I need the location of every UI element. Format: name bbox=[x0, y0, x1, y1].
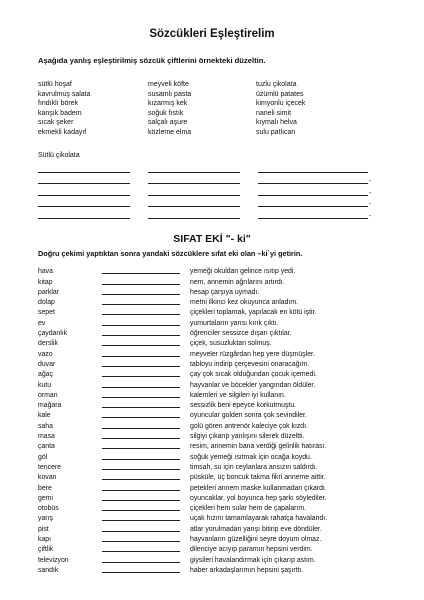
exercise-word: göl bbox=[38, 453, 48, 461]
exercise-blank[interactable] bbox=[102, 417, 180, 418]
exercise-word: dolap bbox=[38, 299, 55, 307]
exercise-blank[interactable] bbox=[102, 438, 180, 439]
exercise-word: kale bbox=[38, 412, 51, 420]
exercise-word: çanta bbox=[38, 443, 55, 451]
grid-row bbox=[38, 99, 398, 109]
section-title: SIFAT EKİ "- ki" bbox=[173, 233, 251, 245]
line-dash: - bbox=[369, 201, 372, 208]
exercise-row bbox=[38, 451, 408, 461]
exercise-blank[interactable] bbox=[102, 520, 180, 521]
grid-word: meyveli köfte bbox=[148, 81, 189, 88]
exercise-blank[interactable] bbox=[102, 345, 180, 346]
exercise-word: sandık bbox=[38, 566, 59, 574]
exercise-sentence: yemeği okuldan gelince ısıtıp yedi. bbox=[190, 268, 296, 276]
exercise-blank[interactable] bbox=[102, 510, 180, 511]
exercise-word: bere bbox=[38, 484, 52, 492]
exercise-word: gemi bbox=[38, 494, 53, 502]
exercise-row bbox=[38, 420, 408, 430]
exercise-sentence: çiçekleri hem sular hem de çapalarım. bbox=[190, 505, 307, 513]
answer-blank[interactable] bbox=[148, 195, 240, 196]
exercise-blank[interactable] bbox=[102, 387, 180, 388]
exercise-row bbox=[38, 441, 408, 451]
exercise-sentence: püsküle, üç boncuk takma fikri anneme aittir. bbox=[190, 474, 326, 482]
answer-lines bbox=[38, 162, 398, 220]
exercise-word: televizyon bbox=[38, 556, 69, 564]
exercise-word: kovan bbox=[38, 474, 57, 482]
grid-word: kanşık badem bbox=[38, 109, 82, 117]
grid-word: salçalı aşure bbox=[148, 119, 188, 127]
exercise-sentence: dilenciye acıyıp paramın hepsini verdim. bbox=[190, 546, 313, 554]
exercise-row bbox=[38, 482, 408, 492]
exercise-row bbox=[38, 287, 408, 297]
answer-blank[interactable] bbox=[258, 218, 368, 219]
exercise-sentence: meyveler rüzgârdan hep yere düşmüşler. bbox=[190, 350, 315, 358]
exercise-row bbox=[38, 523, 408, 533]
grid-word: kavrulmuş salata bbox=[38, 90, 91, 98]
exercise-row bbox=[38, 297, 408, 307]
exercise-word: kapı bbox=[38, 536, 52, 544]
answer-blank[interactable] bbox=[258, 195, 368, 196]
grid-word: fındıklı börek bbox=[38, 100, 79, 108]
exercise-word: ev bbox=[38, 319, 46, 327]
exercise-word: ağaç bbox=[38, 371, 53, 379]
exercise-blank[interactable] bbox=[102, 273, 180, 274]
answer-blank[interactable] bbox=[258, 172, 368, 173]
exercise-blank[interactable] bbox=[102, 479, 180, 480]
grid-word: naneli simit bbox=[256, 109, 292, 117]
exercise-word: duvar bbox=[38, 360, 56, 368]
exercise-row bbox=[38, 431, 408, 441]
exercise-row bbox=[38, 390, 408, 400]
exercise-row bbox=[38, 338, 408, 348]
exercise-sentence: hayvanların güzelliğini seyre doyum olmaz. bbox=[190, 536, 322, 544]
grid-word: közleme elma bbox=[148, 128, 192, 136]
grid-word: sıcak şeker bbox=[38, 119, 74, 127]
answer-blank[interactable] bbox=[38, 218, 130, 219]
exercise-sentence: çiçek, susuzluktan solmuş. bbox=[190, 340, 272, 348]
exercise-row bbox=[38, 307, 408, 317]
word-pair-grid bbox=[38, 80, 398, 138]
answer-blank[interactable] bbox=[258, 206, 368, 207]
answer-line-row bbox=[38, 185, 398, 197]
answer-blank[interactable] bbox=[148, 218, 240, 219]
answer-line-row bbox=[38, 174, 398, 186]
grid-word: susamlı pasta bbox=[148, 90, 192, 98]
page-title: Sözcükleri Eşleştirelim bbox=[149, 28, 275, 40]
exercise-blank[interactable] bbox=[102, 366, 180, 367]
answer-line-row bbox=[38, 208, 398, 220]
exercise-sentence: silgiyi çıkarıp yanlışını silerek düzeltti. bbox=[190, 433, 305, 441]
grid-word: kimyonlu içecek bbox=[256, 100, 306, 108]
grid-word: sulu patlıcan bbox=[256, 128, 296, 136]
exercise-blank[interactable] bbox=[102, 490, 180, 491]
exercise-word: yarış bbox=[38, 515, 53, 523]
exercise-row bbox=[38, 400, 408, 410]
exercise-sentence: kalemleri ve silgileri iyi kullanın. bbox=[190, 391, 286, 399]
exercise-row bbox=[38, 317, 408, 327]
answer-blank[interactable] bbox=[148, 206, 240, 207]
answer-line-row bbox=[38, 197, 398, 209]
exercise-word: mağara bbox=[38, 402, 62, 410]
exercise-blank[interactable] bbox=[102, 572, 180, 573]
exercise-word: kutu bbox=[38, 381, 52, 389]
exercise-sentence: metni ilkinci kez okuyunca anladım. bbox=[190, 299, 299, 307]
exercise-row bbox=[38, 266, 408, 276]
exercise-sentence: giysileri havalandırmak için çıkarıp astım. bbox=[190, 556, 316, 564]
exercise-word: otobüs bbox=[38, 505, 59, 513]
grid-row bbox=[38, 109, 398, 119]
sample-answer: Sütlü çikolata bbox=[38, 152, 80, 159]
exercise-blank[interactable] bbox=[102, 428, 180, 429]
answer-blank[interactable] bbox=[38, 206, 130, 207]
exercise-row bbox=[38, 513, 408, 523]
answer-blank[interactable] bbox=[148, 183, 240, 184]
exercise-row bbox=[38, 348, 408, 358]
exercise-row bbox=[38, 493, 408, 503]
exercise-word: masa bbox=[38, 433, 55, 441]
exercise-row bbox=[38, 462, 408, 472]
answer-blank[interactable] bbox=[258, 183, 368, 184]
exercise-word: orman bbox=[38, 391, 58, 399]
grid-word: üzümlü patates bbox=[256, 90, 304, 98]
exercise-sentence: hesap çarşıya uymadı. bbox=[190, 288, 260, 296]
exercise-blank[interactable] bbox=[102, 294, 180, 295]
exercise-row bbox=[38, 554, 408, 564]
exercise-row bbox=[38, 544, 408, 554]
exercise-blank[interactable] bbox=[102, 356, 180, 357]
exercise-row bbox=[38, 359, 408, 369]
grid-row bbox=[38, 80, 398, 90]
exercise-sentence: oyuncular golden sonra çok sevindiler. bbox=[190, 412, 307, 420]
grid-word: kızarmış kek bbox=[148, 100, 188, 108]
exercise-sentence: çay çok sıcak olduğundan çocuk içemedi. bbox=[190, 371, 317, 379]
instruction-suffix: Doğru çekimi yaptıktan sonra yandaki sözcüklere sıfat eki olan –ki`yi getirin. bbox=[38, 249, 303, 258]
exercise-blank[interactable] bbox=[102, 376, 180, 377]
exercise-sentence: uçak hızını tamamlayarak rahatça havalandı. bbox=[190, 515, 328, 523]
exercise-word: saha bbox=[38, 422, 53, 430]
exercise-word: kitap bbox=[38, 278, 53, 286]
line-dash: - bbox=[369, 189, 372, 197]
exercise-sentence: timsah, su için ceylanlara ansızın saldırdı. bbox=[190, 463, 318, 471]
exercise-word: parklar bbox=[38, 288, 60, 296]
exercise-blank[interactable] bbox=[102, 284, 180, 285]
exercise-row bbox=[38, 379, 408, 389]
exercise-blank[interactable] bbox=[102, 459, 180, 460]
exercise-sentence: atlar yorulmadan yarışı bitirip eve döndüler. bbox=[190, 525, 322, 533]
exercise-sentence: oyuncaklar, yol boyunca hep şarkı söylediler. bbox=[190, 494, 327, 502]
exercise-sentence: resim, annemin bana verdiği gelinlik hatırası. bbox=[190, 443, 327, 451]
exercise-blank[interactable] bbox=[102, 448, 180, 449]
exercise-blank[interactable] bbox=[102, 335, 180, 336]
exercise-sentence: yumurtaların yarısı kırık çıktı. bbox=[190, 319, 279, 327]
exercise-blank[interactable] bbox=[102, 304, 180, 305]
exercise-sentence: nem, annemin ağrılarını artırdı. bbox=[190, 278, 285, 286]
exercise-sentence: golü gören antrenör kaleciye çok kızdı. bbox=[190, 422, 308, 430]
exercise-word: sepet bbox=[38, 309, 55, 317]
exercise-row bbox=[38, 369, 408, 379]
instruction-matching: Aşağıda yanlış eşleştirilmiş sözcük çiftlerini örnekteki düzeltin. bbox=[38, 56, 266, 65]
exercise-blank[interactable] bbox=[102, 397, 180, 398]
answer-blank[interactable] bbox=[38, 195, 130, 196]
answer-blank[interactable] bbox=[38, 172, 130, 173]
exercise-blank[interactable] bbox=[102, 551, 180, 552]
exercise-word: çaydanlık bbox=[38, 330, 68, 338]
exercise-row bbox=[38, 534, 408, 544]
exercise-blank[interactable] bbox=[102, 469, 180, 470]
grid-word: ekmekli kadayıf bbox=[38, 128, 87, 136]
exercise-sentence: sessizlik beni epeyce korkutmuştu. bbox=[190, 402, 297, 410]
suffix-exercise-list bbox=[38, 266, 408, 575]
exercise-blank[interactable] bbox=[102, 531, 180, 532]
exercise-sentence: tabloyu indirip çerçevesini onaracağım. bbox=[190, 360, 310, 368]
exercise-blank[interactable] bbox=[102, 407, 180, 408]
exercise-sentence: haber arkadaşlarımın hepsini şaşırttı. bbox=[190, 566, 304, 574]
grid-row bbox=[38, 128, 398, 138]
grid-word: kıymalı helva bbox=[256, 119, 297, 127]
exercise-sentence: çiçekleri toplamak, yapılacak en kötü iştir. bbox=[190, 309, 317, 317]
grid-word: soğuk fıstık bbox=[148, 109, 184, 117]
exercise-sentence: soğuk yemeği ısıtmak için ocağa koydu. bbox=[190, 453, 312, 461]
exercise-sentence: hayvanlar ve böcekler yangından öldüler. bbox=[190, 381, 316, 389]
line-dash: - bbox=[369, 212, 372, 220]
grid-word: sütlü hoşaf bbox=[38, 81, 72, 88]
exercise-row bbox=[38, 472, 408, 482]
answer-line-row bbox=[38, 162, 398, 174]
exercise-blank[interactable] bbox=[102, 325, 180, 326]
answer-blank[interactable] bbox=[38, 183, 130, 184]
answer-blank[interactable] bbox=[148, 172, 240, 173]
exercise-row bbox=[38, 503, 408, 513]
exercise-blank[interactable] bbox=[102, 500, 180, 501]
exercise-word: tencere bbox=[38, 463, 61, 471]
grid-row bbox=[38, 90, 398, 100]
exercise-row bbox=[38, 565, 408, 575]
exercise-row bbox=[38, 410, 408, 420]
exercise-blank[interactable] bbox=[102, 562, 180, 563]
exercise-row bbox=[38, 328, 408, 338]
line-dash: - bbox=[369, 178, 372, 185]
exercise-word: hava bbox=[38, 268, 53, 276]
exercise-row bbox=[38, 276, 408, 286]
exercise-blank[interactable] bbox=[102, 314, 180, 315]
exercise-word: çiftlik bbox=[38, 546, 54, 554]
grid-word: tuzlu çikolata bbox=[256, 81, 297, 88]
exercise-word: derslik bbox=[38, 340, 58, 348]
exercise-sentence: petekleri annem maske kullanmadan çıkardı. bbox=[190, 484, 327, 492]
exercise-blank[interactable] bbox=[102, 541, 180, 542]
grid-row bbox=[38, 118, 398, 128]
exercise-sentence: öğrenciler sessizce dışarı çıktılar. bbox=[190, 330, 292, 338]
exercise-word: pist bbox=[38, 525, 49, 533]
exercise-word: vazo bbox=[38, 350, 53, 358]
